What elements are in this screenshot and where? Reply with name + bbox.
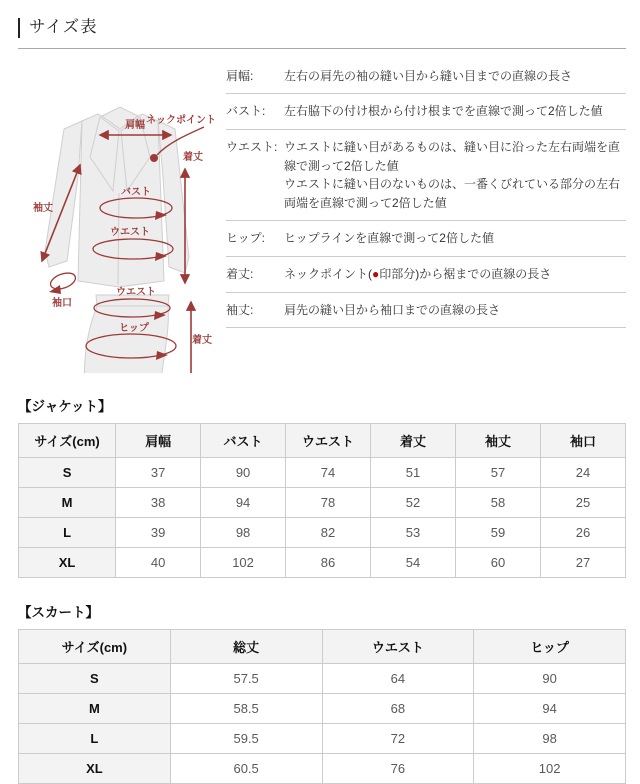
size-cell: L bbox=[19, 723, 171, 753]
table-header-row bbox=[19, 629, 626, 663]
value-cell: 60 bbox=[455, 547, 540, 577]
value-cell: 86 bbox=[286, 547, 371, 577]
skirt-heading: 【スカート】 bbox=[18, 604, 99, 620]
value-cell: 59.5 bbox=[170, 723, 322, 753]
page-header bbox=[18, 12, 626, 49]
column-header: ウエスト bbox=[322, 629, 474, 663]
table-row bbox=[19, 723, 626, 753]
neck-point-dot bbox=[150, 154, 158, 162]
definition-row-hip bbox=[226, 221, 626, 257]
definition-term: ヒップ: bbox=[226, 231, 265, 246]
hip-label: ヒップ bbox=[119, 322, 149, 334]
definition-row-shoulder bbox=[226, 59, 626, 95]
sleeve-length-label: 袖丈 bbox=[33, 202, 53, 214]
jacket-size-table bbox=[18, 423, 626, 578]
size-cell: M bbox=[19, 693, 171, 723]
value-cell: 57.5 bbox=[170, 663, 322, 693]
value-cell: 94 bbox=[474, 693, 626, 723]
value-cell: 68 bbox=[322, 693, 474, 723]
cuff-label: 袖口 bbox=[52, 297, 72, 309]
value-cell: 94 bbox=[201, 487, 286, 517]
value-cell: 74 bbox=[286, 457, 371, 487]
definition-desc: 肩先の縫い目から袖口までの直線の長さ bbox=[284, 302, 501, 317]
table-row bbox=[19, 457, 626, 487]
definition-desc bbox=[284, 265, 626, 284]
jacket-section bbox=[18, 395, 626, 578]
jacket-length-label: 着丈 bbox=[183, 151, 203, 163]
value-cell: 102 bbox=[201, 547, 286, 577]
definition-term: ウエスト: bbox=[226, 139, 278, 154]
value-cell: 27 bbox=[540, 547, 625, 577]
neck-point-dot-glyph: ● bbox=[372, 266, 380, 281]
column-header: ウエスト bbox=[286, 423, 371, 457]
definition-term: 肩幅: bbox=[226, 68, 254, 83]
value-cell: 24 bbox=[540, 457, 625, 487]
value-cell: 59 bbox=[455, 517, 540, 547]
definition-term: 着丈: bbox=[226, 266, 254, 281]
definition-list bbox=[226, 59, 626, 378]
definition-term: バスト: bbox=[226, 104, 266, 119]
value-cell: 57 bbox=[455, 457, 540, 487]
size-diagram-svg bbox=[18, 59, 218, 373]
column-header: サイズ(cm) bbox=[19, 423, 116, 457]
value-cell: 76 bbox=[322, 753, 474, 783]
definition-desc: 左右の肩先の袖の縫い目から縫い目までの直線の長さ bbox=[284, 68, 573, 83]
garment-diagram bbox=[18, 59, 218, 378]
value-cell: 102 bbox=[474, 753, 626, 783]
column-header: 総丈 bbox=[170, 629, 322, 663]
column-header: バスト bbox=[201, 423, 286, 457]
value-cell: 25 bbox=[540, 487, 625, 517]
measurement-guide bbox=[18, 59, 626, 378]
value-cell: 98 bbox=[201, 517, 286, 547]
column-header: 着丈 bbox=[371, 423, 456, 457]
size-cell: S bbox=[19, 457, 116, 487]
size-cell: S bbox=[19, 663, 171, 693]
value-cell: 37 bbox=[116, 457, 201, 487]
column-header: 袖丈 bbox=[455, 423, 540, 457]
bust-label: バスト bbox=[121, 186, 151, 198]
skirt-size-table bbox=[18, 629, 626, 784]
value-cell: 39 bbox=[116, 517, 201, 547]
cuff-ellipse bbox=[48, 270, 77, 292]
value-cell: 54 bbox=[371, 547, 456, 577]
jacket-heading: 【ジャケット】 bbox=[18, 398, 112, 414]
definition-desc: ヒップラインを直線で測って2倍した値 bbox=[284, 231, 494, 246]
definition-desc-post: 印部分)から裾までの直線の長さ bbox=[379, 266, 552, 281]
definition-desc-line2: ウエストに縫い目のないものは、一番くびれている部分の左右両端を直線で測って2倍した値 bbox=[284, 177, 621, 210]
definition-desc: 左右脇下の付け根から付け根までを直線で測って2倍した値 bbox=[284, 104, 603, 119]
value-cell: 58 bbox=[455, 487, 540, 517]
value-cell: 60.5 bbox=[170, 753, 322, 783]
skirt-waist-label: ウエスト bbox=[116, 286, 156, 298]
size-cell: XL bbox=[19, 547, 116, 577]
size-cell: M bbox=[19, 487, 116, 517]
neck-point-label: ネックポイント bbox=[146, 114, 216, 126]
skirt-section bbox=[18, 601, 626, 784]
value-cell: 90 bbox=[474, 663, 626, 693]
definition-desc-pre: ネックポイント( bbox=[284, 266, 372, 281]
value-cell: 98 bbox=[474, 723, 626, 753]
column-header: 袖口 bbox=[540, 423, 625, 457]
jacket-waist-label: ウエスト bbox=[110, 226, 150, 238]
definition-desc bbox=[284, 138, 626, 212]
column-header: ヒップ bbox=[474, 629, 626, 663]
column-header: サイズ(cm) bbox=[19, 629, 171, 663]
value-cell: 72 bbox=[322, 723, 474, 753]
value-cell: 78 bbox=[286, 487, 371, 517]
value-cell: 90 bbox=[201, 457, 286, 487]
table-row bbox=[19, 547, 626, 577]
table-row bbox=[19, 487, 626, 517]
value-cell: 58.5 bbox=[170, 693, 322, 723]
page-title: サイズ表 bbox=[18, 18, 626, 38]
table-row bbox=[19, 517, 626, 547]
table-row bbox=[19, 663, 626, 693]
skirt-length-label: 着丈 bbox=[192, 334, 212, 346]
definition-row-length bbox=[226, 257, 626, 293]
definition-row-bust bbox=[226, 94, 626, 130]
value-cell: 51 bbox=[371, 457, 456, 487]
table-row bbox=[19, 753, 626, 783]
definition-row-waist bbox=[226, 130, 626, 221]
value-cell: 64 bbox=[322, 663, 474, 693]
table-header-row bbox=[19, 423, 626, 457]
value-cell: 53 bbox=[371, 517, 456, 547]
size-cell: L bbox=[19, 517, 116, 547]
value-cell: 82 bbox=[286, 517, 371, 547]
table-row bbox=[19, 693, 626, 723]
definition-term: 袖丈: bbox=[226, 302, 254, 317]
definition-desc-line1: ウエストに縫い目があるものは、縫い目に沿った左右両端を直線で測って2倍した値 bbox=[284, 139, 621, 173]
value-cell: 52 bbox=[371, 487, 456, 517]
definition-row-sleeve bbox=[226, 293, 626, 329]
column-header: 肩幅 bbox=[116, 423, 201, 457]
value-cell: 38 bbox=[116, 487, 201, 517]
shoulder-width-label: 肩幅 bbox=[125, 119, 145, 131]
value-cell: 40 bbox=[116, 547, 201, 577]
size-cell: XL bbox=[19, 753, 171, 783]
value-cell: 26 bbox=[540, 517, 625, 547]
